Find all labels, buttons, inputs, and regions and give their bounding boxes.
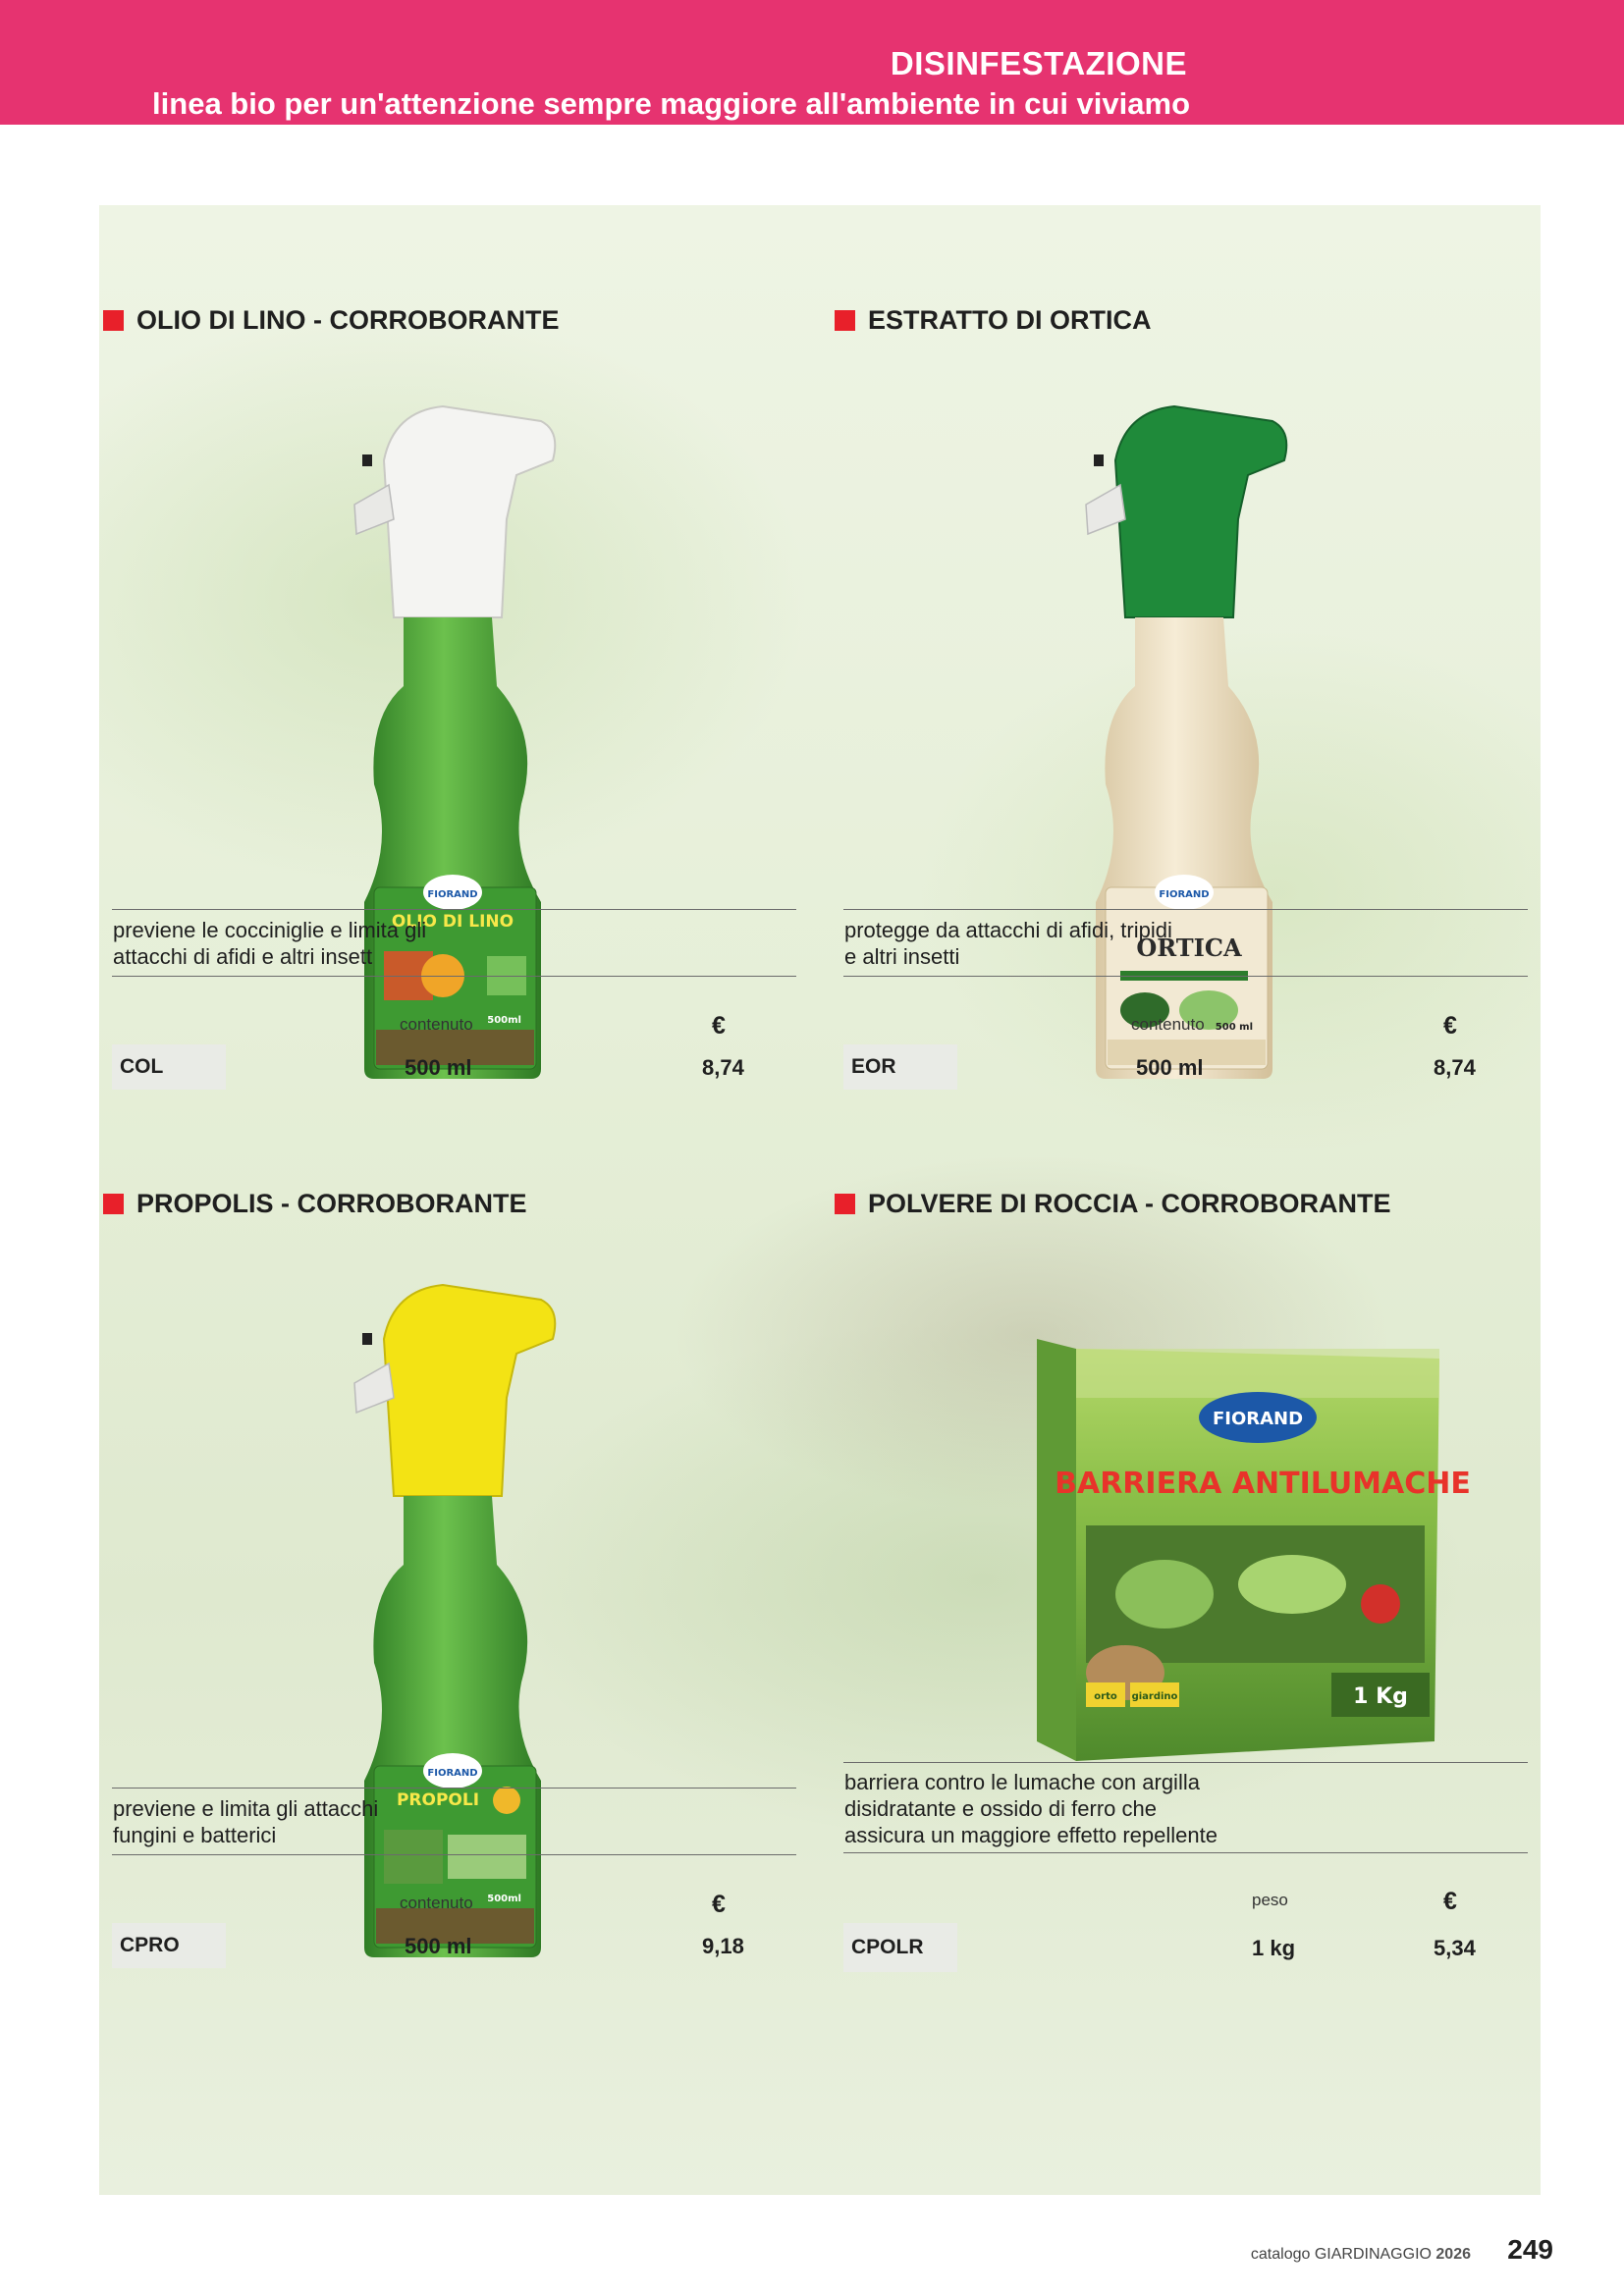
svg-text:orto: orto <box>1094 1691 1117 1702</box>
euro-icon: € <box>1443 1888 1457 1915</box>
euro-icon: € <box>712 1891 726 1918</box>
svg-text:FIORAND: FIORAND <box>1212 1409 1304 1429</box>
product-description: barriera contro le lumache con argilla disidratante e ossido di ferro che assicura un maggiore effetto repellente <box>844 1770 1218 1847</box>
product-code: CPOLR <box>843 1923 957 1972</box>
divider <box>843 1762 1528 1763</box>
divider <box>843 1852 1528 1853</box>
divider <box>843 909 1528 910</box>
section-subtitle: linea bio per un'attenzione sempre maggiore all'ambiente in cui viviamo <box>152 86 1190 121</box>
divider <box>112 1854 796 1855</box>
svg-text:BARRIERA ANTILUMACHE: BARRIERA ANTILUMACHE <box>1055 1467 1471 1501</box>
bullet-square-icon <box>103 1194 124 1214</box>
svg-text:500ml: 500ml <box>487 1894 521 1904</box>
page-number: 249 <box>1507 2234 1553 2265</box>
product-size: 500 ml <box>405 1055 472 1080</box>
product-box-image <box>831 1270 1523 1761</box>
svg-text:OLIO DI LINO: OLIO DI LINO <box>391 912 514 932</box>
product-image <box>831 1270 1523 1761</box>
product-title: POLVERE DI ROCCIA - CORROBORANTE <box>844 1186 1391 1221</box>
product-size: 1 kg <box>1252 1936 1296 1960</box>
section-title: DISINFESTAZIONE <box>890 45 1187 81</box>
product-title: PROPOLIS - CORROBORANTE <box>113 1186 527 1221</box>
size-column-label: contenuto <box>400 1015 473 1034</box>
product-title: OLIO DI LINO - CORROBORANTE <box>113 302 559 338</box>
svg-text:FIORAND: FIORAND <box>1159 889 1210 900</box>
svg-text:ORTICA: ORTICA <box>1136 934 1242 962</box>
size-column-label: peso <box>1252 1891 1288 1909</box>
svg-text:giardino: giardino <box>1131 1691 1178 1702</box>
divider <box>112 976 796 977</box>
products-panel <box>99 205 1541 2195</box>
svg-text:500ml: 500ml <box>487 1015 521 1026</box>
divider <box>112 1788 796 1789</box>
svg-text:FIORAND: FIORAND <box>427 1768 478 1779</box>
svg-text:PROPOLI: PROPOLI <box>396 1790 480 1810</box>
product-code: COL <box>112 1044 226 1090</box>
product-description: previene e limita gli attacchi fungini e batterici <box>113 1796 379 1847</box>
euro-icon: € <box>712 1012 726 1040</box>
product-price: 5,34 <box>1434 1936 1476 1960</box>
svg-text:500 ml: 500 ml <box>1215 1022 1253 1033</box>
product-price: 9,18 <box>702 1934 744 1958</box>
bullet-square-icon <box>103 310 124 331</box>
product-size: 500 ml <box>405 1934 472 1958</box>
euro-icon: € <box>1443 1012 1457 1040</box>
svg-text:FIORAND: FIORAND <box>427 889 478 900</box>
product-title: ESTRATTO DI ORTICA <box>844 302 1152 338</box>
bullet-square-icon <box>835 1194 855 1214</box>
product-description: previene le cocciniglie e limita gli attacchi di afidi e altri insett <box>113 918 427 969</box>
divider <box>843 976 1528 977</box>
size-column-label: contenuto <box>400 1894 473 1912</box>
product-description: protegge da attacchi di afidi, tripidi e altri insetti <box>844 918 1172 969</box>
svg-text:1 Kg: 1 Kg <box>1353 1684 1408 1709</box>
product-price: 8,74 <box>702 1055 744 1080</box>
product-price: 8,74 <box>1434 1055 1476 1080</box>
header-bar <box>0 0 1624 125</box>
divider <box>112 909 796 910</box>
product-code: EOR <box>843 1044 957 1090</box>
size-column-label: contenuto <box>1131 1015 1205 1034</box>
bullet-square-icon <box>835 310 855 331</box>
product-code: CPRO <box>112 1923 226 1968</box>
product-size: 500 ml <box>1136 1055 1204 1080</box>
catalog-footer: catalogo GIARDINAGGIO 2026 <box>1250 2246 1471 2263</box>
